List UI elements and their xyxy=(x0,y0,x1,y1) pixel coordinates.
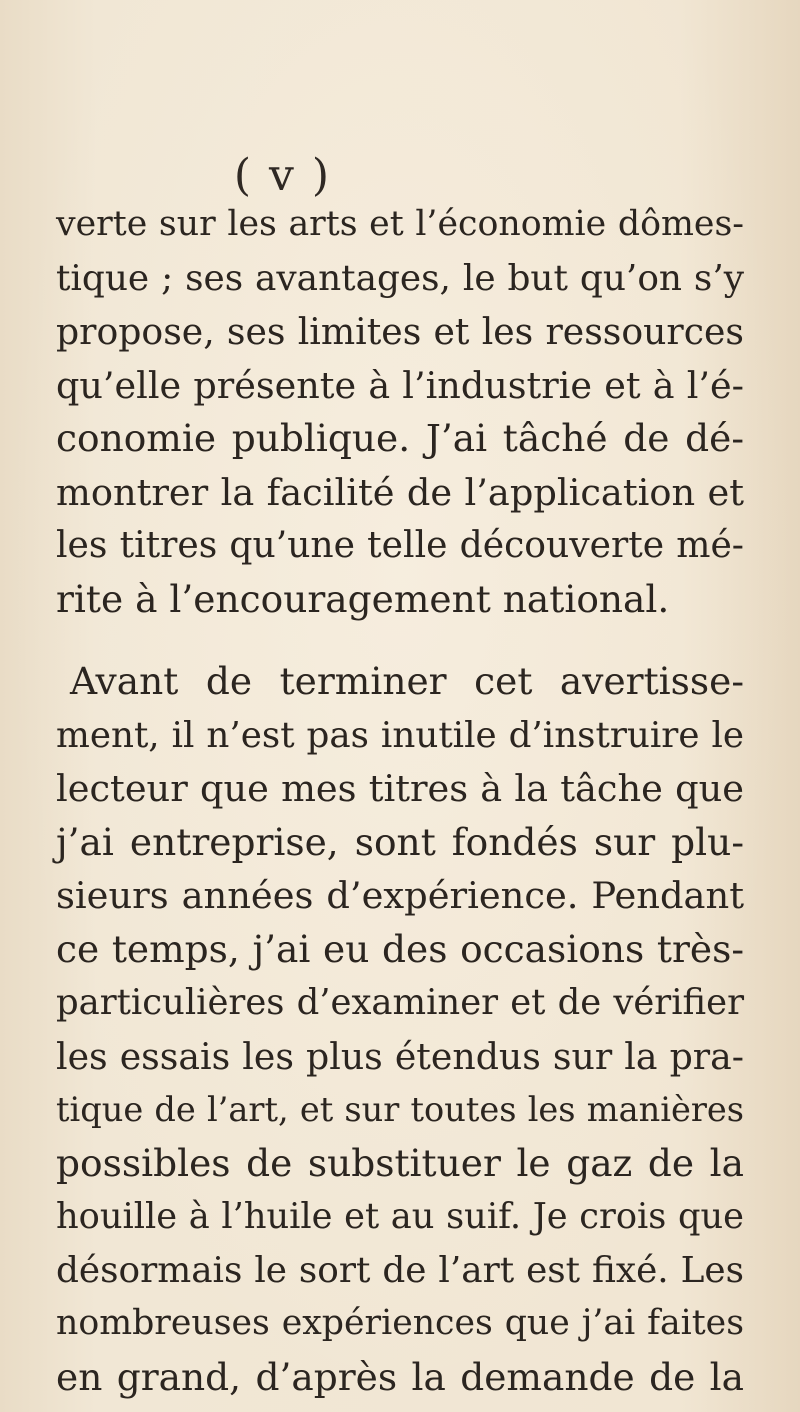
text-line: les titres qu’une telle découverte mé- xyxy=(56,524,744,566)
text-line: en grand, d’après la demande de la xyxy=(56,1354,744,1399)
text-line: conomie publique. J’ai tâché de dé- xyxy=(56,416,744,460)
paragraph-2 xyxy=(56,655,744,1404)
text-line: sieurs années d’expérience. Pendant xyxy=(56,874,744,917)
body-text xyxy=(56,198,744,1404)
text-line: montrer la facilité de l’application et xyxy=(56,470,744,514)
text-line: Avant de terminer cet avertisse- xyxy=(70,659,744,703)
text-line: qu’elle présente à l’industrie et à l’é- xyxy=(56,363,744,407)
text-line: j’ai entreprise, sont fondés sur plu- xyxy=(56,819,744,864)
text-line: particulières d’examiner et de vérifier xyxy=(56,982,744,1023)
text-line: houille à l’huile et au suif. Je crois que xyxy=(56,1196,744,1237)
text-line: rite à l’encouragement national. xyxy=(56,576,670,621)
text-line: désormais le sort de l’art est fixé. Les xyxy=(56,1249,744,1291)
text-line: tique ; ses avantages, le but qu’on s’y xyxy=(56,257,744,299)
text-line: verte sur les arts et l’économie dômes- xyxy=(56,204,744,244)
text-line: tique de l’art, et sur toutes les manières xyxy=(56,1090,744,1129)
text-line: les essais les plus étendus sur la pra- xyxy=(56,1034,744,1078)
text-line: propose, ses limites et les ressources xyxy=(56,310,744,353)
text-line: nombreuses expériences que j’ai faites xyxy=(56,1303,744,1343)
paragraph-1 xyxy=(56,198,744,626)
text-line: possibles de substituer le gaz de la xyxy=(56,1140,744,1185)
page-number: ( v ) xyxy=(233,150,332,201)
paragraph-gap xyxy=(56,626,744,655)
text-line: ce temps, j’ai eu des occasions très- xyxy=(56,926,744,971)
text-line: ment, il n’est pas inutile d’instruire le xyxy=(56,714,744,756)
text-line: lecteur que mes titres à la tâche que xyxy=(56,767,744,810)
